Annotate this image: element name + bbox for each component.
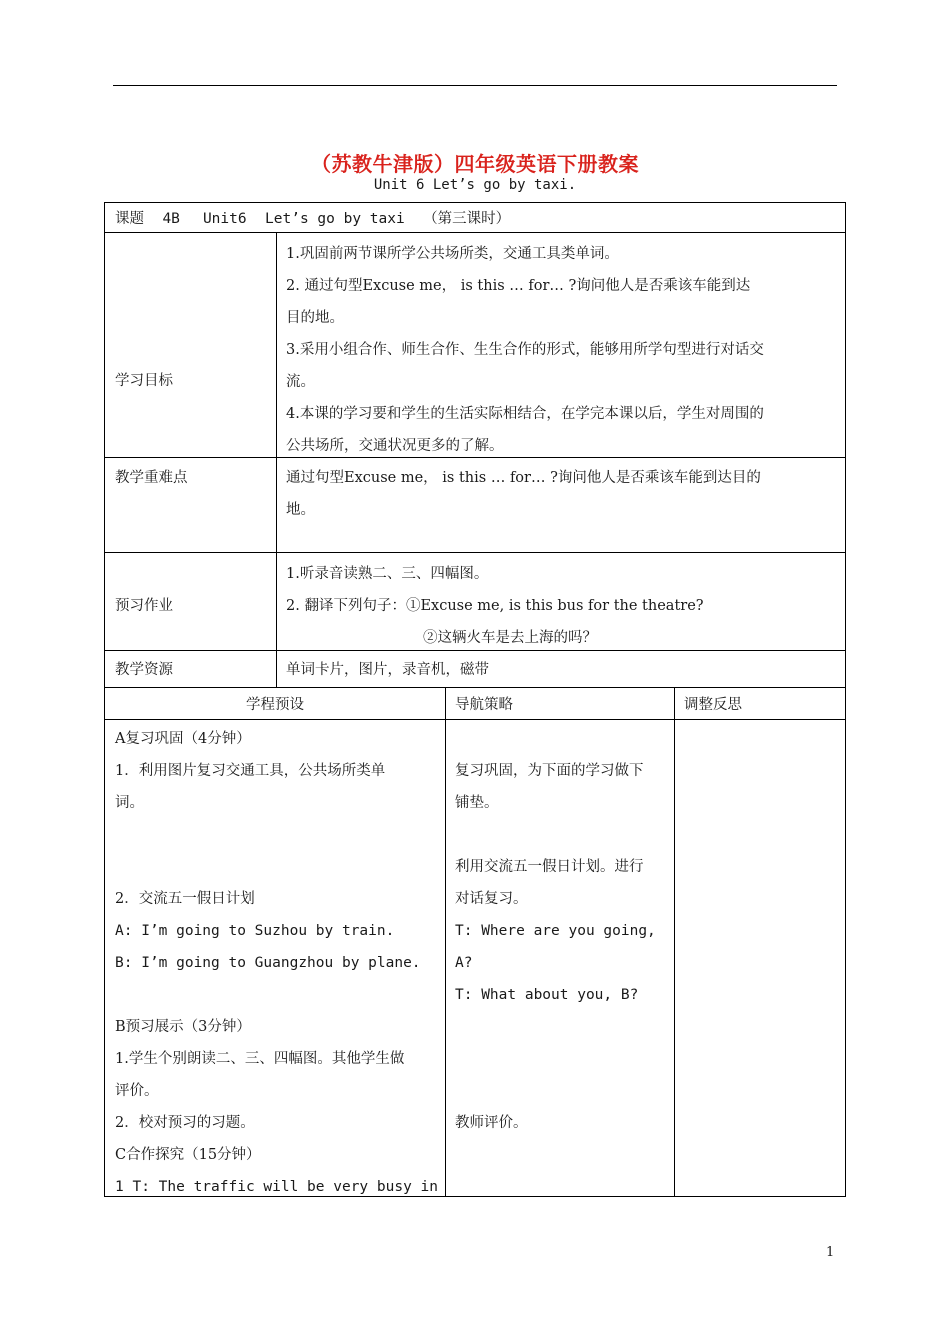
preview-label: 预习作业 bbox=[115, 598, 173, 614]
topic-row bbox=[115, 203, 510, 235]
col-divider bbox=[276, 232, 277, 687]
section-a-title: A复习巩固（4分钟） bbox=[115, 731, 251, 747]
strategy-line: A? bbox=[455, 955, 473, 971]
process-line: 评价。 bbox=[115, 1083, 159, 1099]
row-divider bbox=[105, 687, 845, 688]
goal-line: 3.采用小组合作、师生合作、生生合作的形式，能够用所学句型进行对话交 bbox=[286, 342, 764, 358]
process-line: 词。 bbox=[115, 795, 144, 811]
strategy-line: 教师评价。 bbox=[455, 1115, 528, 1131]
preview-line: 1.听录音读熟二、三、四幅图。 bbox=[286, 566, 489, 582]
keypoints-line: 地。 bbox=[286, 502, 315, 518]
col-divider bbox=[674, 687, 675, 1196]
process-line: 2．交流五一假日计划 bbox=[115, 891, 255, 907]
strategy-line: T: What about you, B? bbox=[455, 987, 639, 1003]
page-number: 1 bbox=[826, 1245, 835, 1260]
topic-unit: Unit6 bbox=[202, 211, 247, 227]
preview-line: 2. 翻译下列句子：①Excuse me, is this bus for the theatre? bbox=[286, 598, 704, 614]
document-subtitle: Unit 6 Let’s go by taxi. bbox=[373, 177, 577, 193]
goal-line: 4.本课的学习要和学生的生活实际相结合，在学完本课以后，学生对周围的 bbox=[286, 406, 764, 422]
goal-line: 流。 bbox=[286, 374, 315, 390]
document-title: （苏教牛津版）四年级英语下册教案 bbox=[311, 152, 639, 176]
process-line: 2．校对预习的习题。 bbox=[115, 1115, 255, 1131]
topic-period: （第三课时） bbox=[423, 211, 511, 227]
strategy-line: 铺垫。 bbox=[455, 795, 499, 811]
preview-line: ②这辆火车是去上海的吗？ bbox=[423, 630, 597, 646]
col-header-process: 学程预设 bbox=[246, 697, 304, 713]
process-line: 1.学生个别朗读二、三、四幅图。其他学生做 bbox=[115, 1051, 405, 1067]
col-header-strategy: 导航策略 bbox=[455, 697, 513, 713]
process-line: 1．利用图片复习交通工具，公共场所类单 bbox=[115, 763, 386, 779]
section-b-title: B预习展示（3分钟） bbox=[115, 1019, 251, 1035]
resources-value: 单词卡片，图片，录音机，磁带 bbox=[286, 662, 489, 678]
dialogue-line: 1 T: The traffic will be very busy in bbox=[115, 1179, 439, 1195]
keypoints-line: 通过句型Excuse me， is this … for… ?询问他人是否乘该车能到达目的 bbox=[286, 470, 761, 486]
header-rule bbox=[113, 85, 837, 86]
dialogue-line: B: I’m going to Guangzhou by plane. bbox=[115, 955, 421, 971]
col-divider bbox=[445, 687, 446, 1196]
dialogue-line: A: I’m going to Suzhou by train. bbox=[115, 923, 395, 939]
topic-grade: 4B bbox=[162, 211, 180, 227]
lesson-plan-table bbox=[104, 202, 846, 1197]
resources-label: 教学资源 bbox=[115, 662, 173, 678]
goal-line: 目的地。 bbox=[286, 310, 344, 326]
section-c-title: C合作探究（15分钟） bbox=[115, 1147, 261, 1163]
topic-label: 课题 bbox=[115, 211, 144, 227]
row-divider bbox=[105, 552, 845, 553]
keypoints-label: 教学重难点 bbox=[115, 470, 188, 486]
goal-line: 公共场所，交通状况更多的了解。 bbox=[286, 438, 504, 454]
goal-line: 2. 通过句型Excuse me， is this … for… ?询问他人是否乘该车能到达 bbox=[286, 278, 751, 294]
goal-line: 1.巩固前两节课所学公共场所类，交通工具类单词。 bbox=[286, 246, 619, 262]
strategy-line: 对话复习。 bbox=[455, 891, 528, 907]
strategy-line: 复习巩固，为下面的学习做下 bbox=[455, 763, 644, 779]
goals-label: 学习目标 bbox=[115, 373, 173, 389]
strategy-line: T: Where are you going, bbox=[455, 923, 656, 939]
topic-title: Let’s go by taxi bbox=[265, 211, 405, 227]
strategy-line: 利用交流五一假日计划。进行 bbox=[455, 859, 644, 875]
col-header-reflection: 调整反思 bbox=[684, 697, 742, 713]
